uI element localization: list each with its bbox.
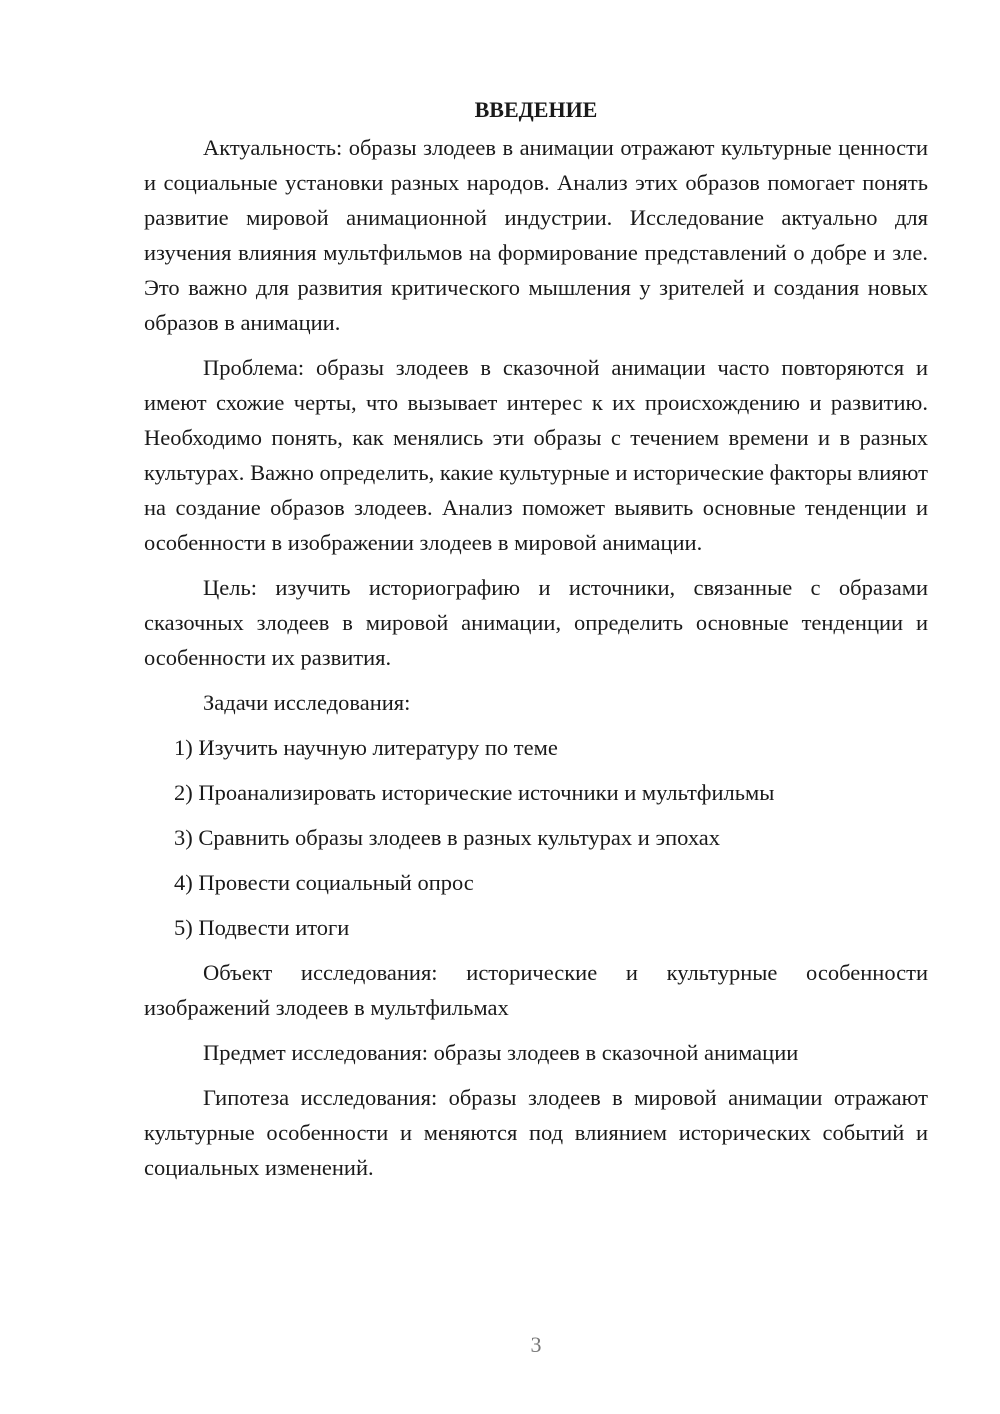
tasks-heading: Задачи исследования: <box>203 690 411 715</box>
task-item-4: 4) Провести социальный опрос <box>174 870 474 895</box>
page-title: ВВЕДЕНИЕ <box>474 97 598 122</box>
object-paragraph: Объект исследования: исторические и культурные особенности изображений злодеев в мультфильмах <box>144 960 928 1020</box>
hypothesis-paragraph: Гипотеза исследования: образы злодеев в мировой анимации отражают культурные особенности и меняются под влиянием исторических событий и социальных изменений. <box>144 1085 928 1180</box>
task-item-3: 3) Сравнить образы злодеев в разных культурах и эпохах <box>174 825 721 850</box>
actuality-paragraph: Актуальность: образы злодеев в анимации отражают культурные ценности и социальные установки разных народов. Анализ этих образов помогает понять развитие мировой анимационной индустрии. Исследование актуально для изучения влияния мультфильмов на формирование представлений о добре и зле. Это важно для развития критического мышления у зрителей и создания новых образов в анимации. <box>144 135 928 335</box>
goal-paragraph: Цель: изучить историографию и источники, связанные с образами сказочных злодеев в мировой анимации, определить основные тенденции и особенности их развития. <box>144 575 928 670</box>
subject-paragraph: Предмет исследования: образы злодеев в сказочной анимации <box>203 1040 799 1065</box>
task-item-2: 2) Проанализировать исторические источники и мультфильмы <box>174 780 775 805</box>
page-number: 3 <box>530 1332 542 1357</box>
problem-paragraph: Проблема: образы злодеев в сказочной анимации часто повторяются и имеют схожие черты, что вызывает интерес к их происхождению и развитию. Необходимо понять, как менялись эти образы с течением времени и в разных культурах. Важно определить, какие культурные и исторические факторы влияют на создание образов злодеев. Анализ поможет выявить основные тенденции и особенности в изображении злодеев в мировой анимации. <box>144 355 928 555</box>
document-page <box>144 92 928 1195</box>
task-item-5: 5) Подвести итоги <box>174 915 350 940</box>
task-item-1: 1) Изучить научную литературу по теме <box>174 735 558 760</box>
